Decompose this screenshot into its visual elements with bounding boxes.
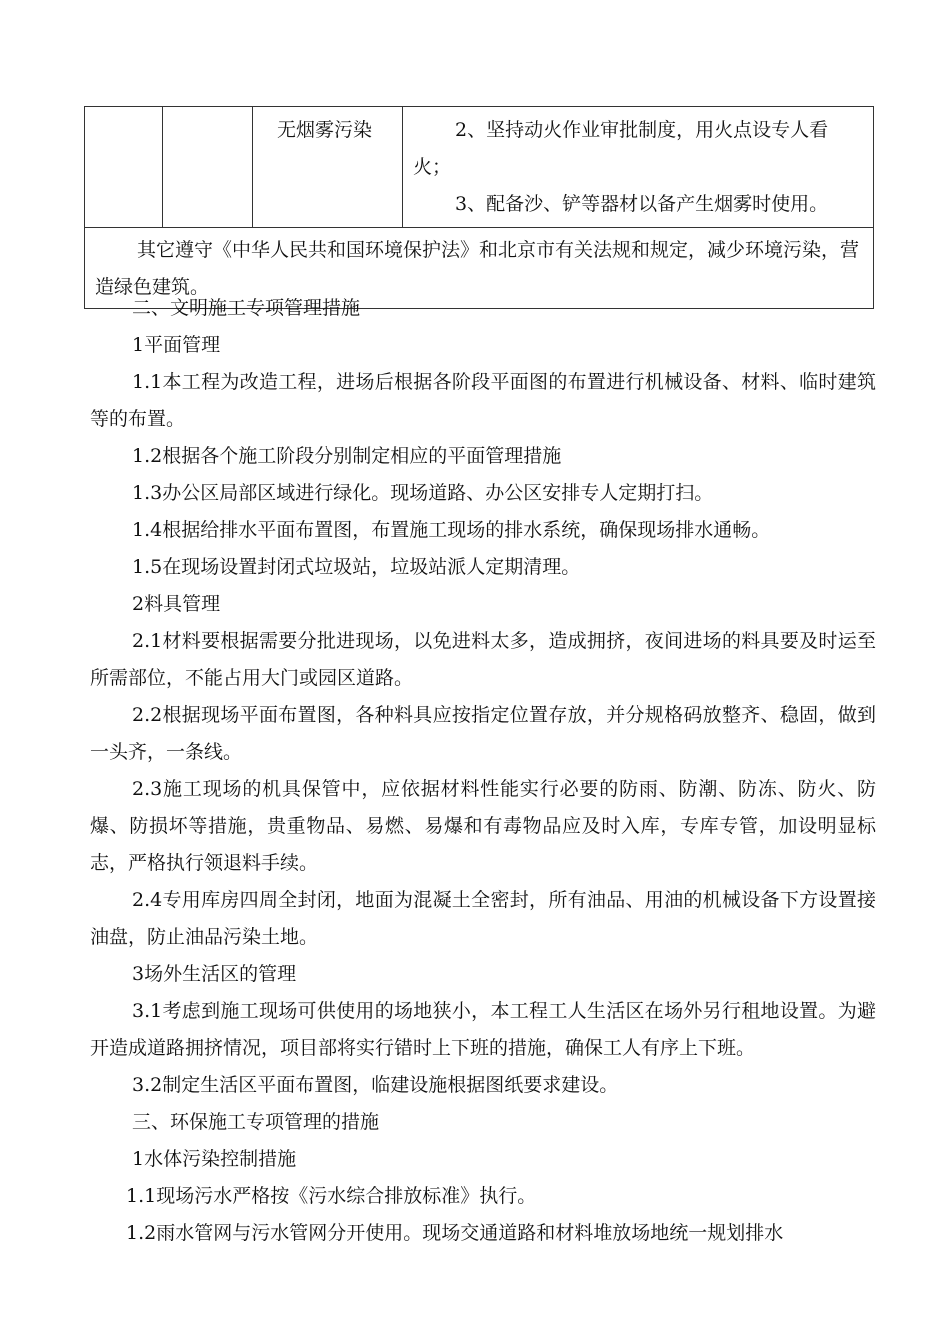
document-body bbox=[90, 290, 876, 1252]
section-heading: 三、环保施工专项管理的措施 bbox=[132, 1111, 380, 1133]
paragraph: 1.5在现场设置封闭式垃圾站，垃圾站派人定期清理。 bbox=[132, 556, 581, 578]
paragraph: 1.3办公区局部区域进行绿化。现场道路、办公区安排专人定期打扫。 bbox=[132, 482, 714, 504]
table-cell-measures bbox=[403, 107, 874, 228]
table-cell-empty-1 bbox=[85, 107, 163, 228]
paragraph: 1.1现场污水严格按《污水综合排放标准》执行。 bbox=[126, 1185, 537, 1207]
subsection-heading: 1水体污染控制措施 bbox=[132, 1148, 297, 1170]
measure-line: 火； bbox=[413, 156, 452, 178]
paragraph: 1.2雨水管网与污水管网分开使用。现场交通道路和材料堆放场地统一规划排水 bbox=[126, 1222, 784, 1244]
paragraph: 2.3施工现场的机具保管中，应依据材料性能实行必要的防雨、防潮、防冻、防火、防爆、防损坏等措施，贵重物品、易燃、易爆和有毒物品应及时入库，专库专管，加设明显标志，严格执行领退料手续。 bbox=[90, 778, 876, 874]
table-row bbox=[85, 107, 874, 228]
paragraph: 2.2根据现场平面布置图，各种料具应按指定位置存放，并分规格码放整齐、稳固，做到一头齐，一条线。 bbox=[90, 704, 876, 763]
paragraph: 3.1考虑到施工现场可供使用的场地狭小，本工程工人生活区在场外另行租地设置。为避开造成道路拥挤情况，项目部将实行错时上下班的措施，确保工人有序上下班。 bbox=[90, 1000, 876, 1059]
table-cell-empty-2 bbox=[163, 107, 253, 228]
subsection-heading: 2料具管理 bbox=[132, 593, 221, 615]
paragraph: 1.4根据给排水平面布置图，布置施工现场的排水系统，确保现场排水通畅。 bbox=[132, 519, 771, 541]
paragraph: 3.2制定生活区平面布置图，临建设施根据图纸要求建设。 bbox=[132, 1074, 619, 1096]
paragraph: 1.1本工程为改造工程，进场后根据各阶段平面图的布置进行机械设备、材料、临时建筑等的布置。 bbox=[90, 371, 876, 430]
measure-line: 3、配备沙、铲等器材以备产生烟雾时使用。 bbox=[455, 193, 829, 215]
table-footer-text: 其它遵守《中华人民共和国环境保护法》和北京市有关法规和规定，减少环境污染，营造绿色建筑。 bbox=[95, 239, 860, 298]
measure-line: 2、坚持动火作业审批制度，用火点设专人看 bbox=[455, 119, 829, 141]
environment-measures-table bbox=[84, 106, 874, 309]
paragraph: 2.4专用库房四周全封闭，地面为混凝土全密封，所有油品、用油的机械设备下方设置接油盘，防止油品污染土地。 bbox=[90, 889, 876, 948]
section-heading: 二、文明施工专项管理措施 bbox=[132, 297, 361, 319]
subsection-heading: 3场外生活区的管理 bbox=[132, 963, 297, 985]
subsection-heading: 1平面管理 bbox=[132, 334, 221, 356]
paragraph: 1.2根据各个施工阶段分别制定相应的平面管理措施 bbox=[132, 445, 562, 467]
table-cell-item: 无烟雾污染 bbox=[253, 107, 403, 228]
paragraph: 2.1材料要根据需要分批进现场，以免进料太多，造成拥挤，夜间进场的料具要及时运至所需部位，不能占用大门或园区道路。 bbox=[90, 630, 876, 689]
